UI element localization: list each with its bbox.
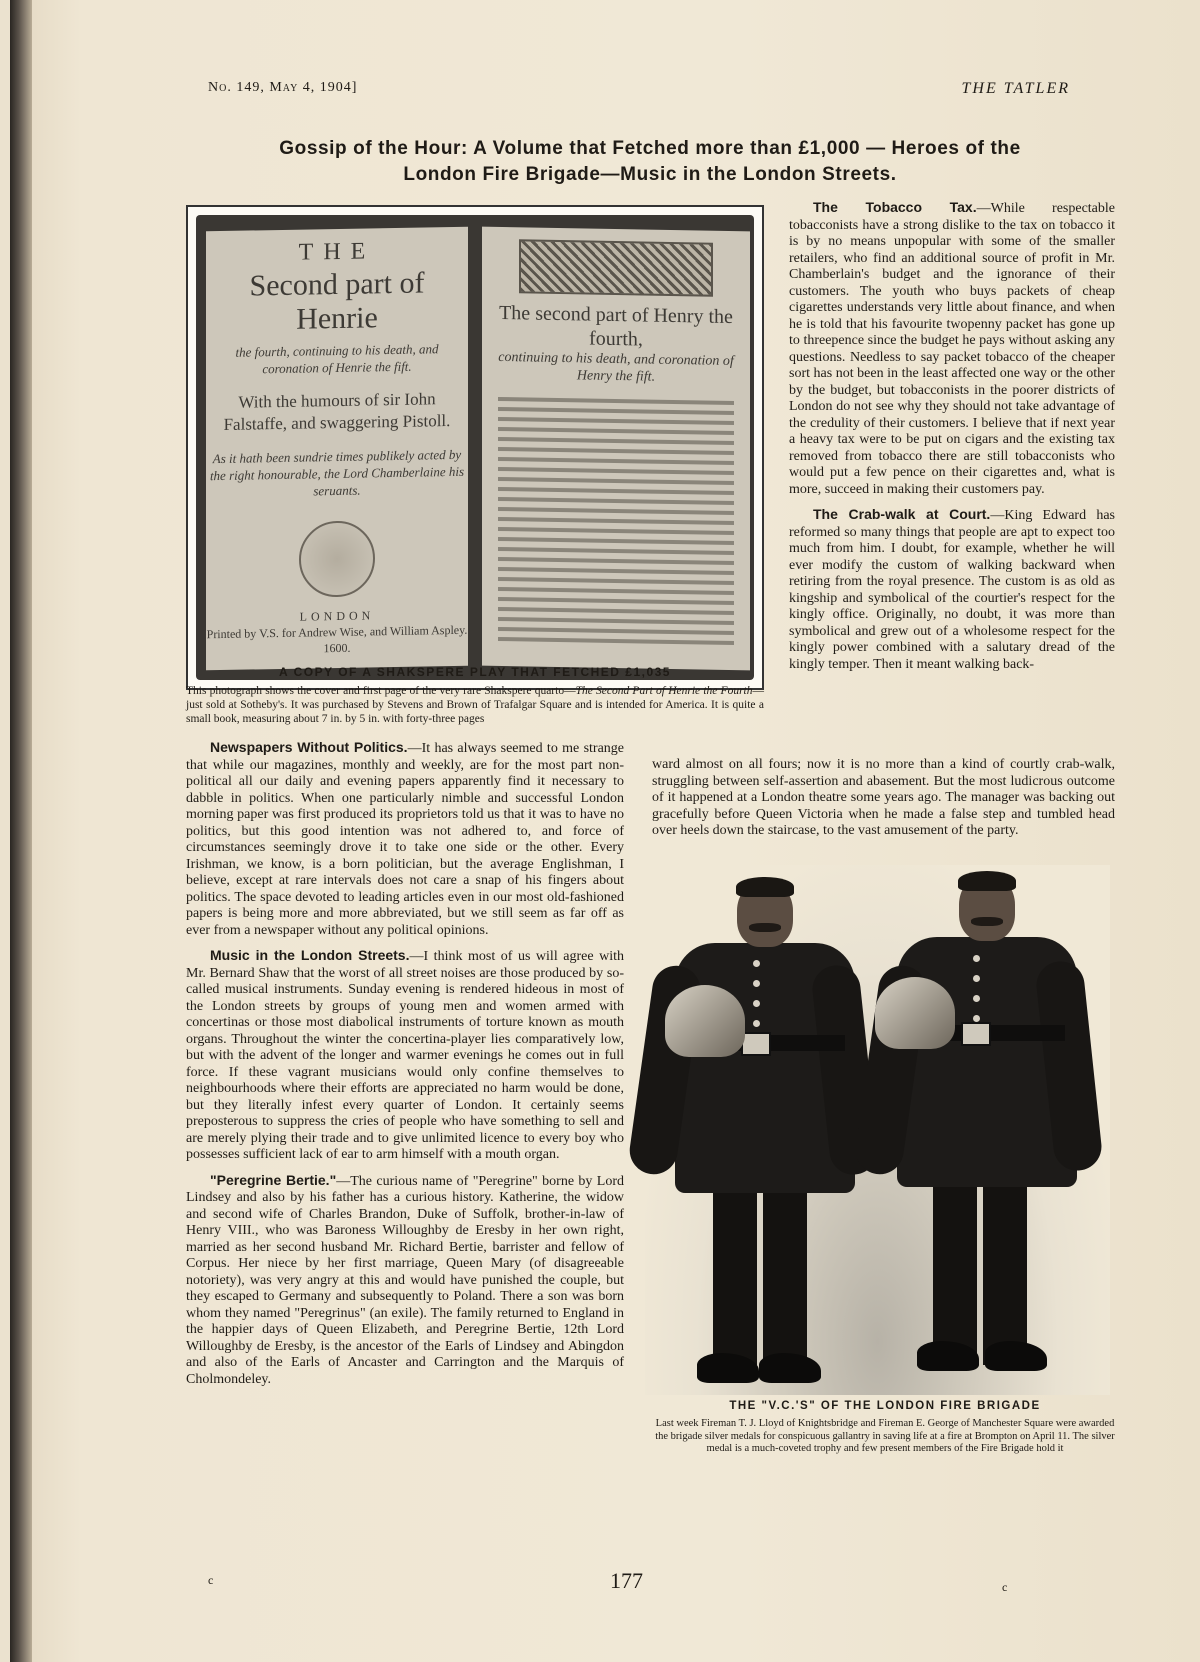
article-heading: The Tobacco Tax. [813, 199, 977, 215]
article-heading: "Peregrine Bertie." [210, 1171, 337, 1188]
firemen-photo [645, 865, 1110, 1395]
article-peregrine [186, 1172, 624, 1389]
article-crab-walk [789, 506, 1115, 673]
quarto-caption-title: A COPY OF A SHAKSPERE PLAY THAT FETCHED £1,035 [279, 665, 671, 679]
article-body: —King Edward has reformed so many things that people are apt to expect too much from him. I doubt, for example, whether he will ever modify the custom of walking backward when retiring from the royal presence. The custom is as old as kingship and symbolical of the courtier's respect for the kingly office. Originally, no doubt, it was more than symbolical and grew out of a wholesome respect for the kingly power combined with a salutary dread of the kingly temper. Then it meant walking back- [789, 508, 1115, 672]
title-page-humours: With the humours of sir Iohn Falstaffe, and swaggering Pistoll. [223, 389, 451, 434]
photo-frame [196, 215, 754, 680]
article-heading: Newspapers Without Politics. [210, 739, 408, 755]
article-heading: Music in the London Streets. [210, 947, 410, 963]
footer-mark-right: c [1002, 1580, 1008, 1594]
left-column [186, 739, 624, 1388]
issue-line: No. 149, May 4, 1904] [208, 80, 358, 95]
headline-line-1: Gossip of the Hour: A Volume that Fetched more than £1,000 — Heroes of the [279, 138, 1021, 159]
title-page-london: LONDON [299, 608, 375, 624]
first-page-subtitle: continuing to his death, and coronation of Henry the fift. [498, 349, 734, 385]
article-body: —I think most of us will agree with Mr. Bernard Shaw that the worst of all street noises are those produced by so-called musical instruments. Sunday evening is rendered hideous in most of the London streets by groups of young men and women armed with concertinas or those most diabolical instruments of torture known as mouth organs. Throughout the winter the concertina-player lies comparatively low, but with the advent of the longer and warmer evenings he comes out in full force. If these vagrant musicians would only confine themselves to neighbourhoods where their efforts are appreciated no harm would be done, but they literally infest every quarter of London. It certainly seems preposterous to suppress the cries of people who have something to sell and are merely plying their trade and to give unlimited licence to every boy who possesses sufficient lack of ear to arm himself with a mouth organ. [186, 949, 624, 1162]
quarto-caption-text-a: This photograph shows the cover and first page of the very rare Shakspere quarto— [186, 685, 576, 697]
article-body: —The curious name of "Peregrine" borne by Lord Lindsey and also by his father has a curious history. Katherine, the widow and second wife of Charles Brandon, Duke of Suffolk, brother-in-law of Henry VIII., who was Baroness Willoughby de Eresby in her own right, married as her second husband Mr. Richard Bertie, barrister and fellow of Corpus. Her niece by her first marriage, Queen Mary (of disagreeable notoriety), was very angry at this and would have punished the couple, but they escaped to Germany and subsequently to Poland. There a son was born whom they named "Peregrinus" (an exile). The family returned to England in the happier days of Queen Elizabeth, and Peregrine Bertie, 12th Lord Willoughby de Eresby, is the ancestor of the Earls of Lindsey and Abingdon and also of the Earls of Ancaster and Carrington and the Marquis of Cholmondeley. [186, 1173, 625, 1387]
headline-line-2: London Fire Brigade—Music in the London Streets. [403, 164, 897, 185]
page-headline [190, 136, 1110, 188]
title-page-heading: Second part of Henrie [249, 266, 425, 336]
footer-mark-left: c [208, 1573, 214, 1587]
article-newspapers [186, 739, 624, 939]
quarto-caption [186, 684, 764, 726]
article-tobacco-tax [789, 199, 1115, 498]
right-column-top [789, 199, 1115, 673]
title-page-imprint: Printed by V.S. for Andrew Wise, and William Aspley. 1600. [206, 622, 468, 656]
quarto-caption-text-b: —just sold at Sotheby's. It was purchased by Stevens and Brown of Trafalgar Square and is intended for America. It is quite a small book, measuring about 7 in. by 5 in. with forty-three pages [186, 685, 765, 725]
fire-helmet-icon [875, 977, 955, 1049]
quarto-title-page [206, 227, 468, 671]
headpiece-ornament-icon [519, 239, 713, 296]
quarto-first-page [482, 227, 750, 671]
title-page-the: THE [298, 238, 376, 266]
first-page-text-block [498, 397, 734, 645]
firemen-caption-title: THE "V.C.'S" OF THE LONDON FIRE BRIGADE [729, 1400, 1041, 1412]
shakespeare-quarto-photo [186, 205, 764, 690]
title-page-subtitle: the fourth, continuing to his death, and coronation of Henrie the fift. [235, 341, 439, 377]
printer-device-icon [299, 520, 375, 597]
page-binding-edge [10, 0, 32, 1662]
magazine-page [10, 0, 1200, 1662]
article-heading: The Crab-walk at Court. [813, 506, 991, 522]
masthead: THE TATLER [961, 80, 1070, 97]
article-body: —It has always seemed to me strange that while our magazines, monthly and weekly, are for the most part non-political all our daily and evening papers apparently find it necessary to dabble in politics. When one particularly nimble and successful London morning paper was first produced its proprietors told us that it was to have no politics, but this good intention was not adhered to, and force of circumstances seemingly drove it to take one side or the other. Every Irishman, we know, is a born politician, but the average Englishman, I believe, except at rare intervals does not care a snap of his fingers about politics. The space devoted to leading articles even in our most old-fashioned papers is being more and more abbreviated, but we still seem as far off as ever from a newspaper without any political opinions. [186, 741, 624, 938]
quarto-caption-italic: The Second Part of Henrie the Fourth [575, 685, 753, 697]
article-body: —While respectable tobacconists have a strong dislike to the tax on tobacco it is by no means unpopular with some of the smaller retailers, who find an additional source of profit in Mr. Chamberlain's budget and the ignorance of their customers. The youth who buys packets of cheap cigarettes understands very little about finance, and when he is told that his favourite twopenny packet has gone up to threepence since the budget he pays without asking any questions. Needless to say packet tobacco of the cheaper sort has not been in the least affected one way or the other by the budget, but tobacconists in the poorer districts of London do not see why they should not take advantage of the credulity of their customers. I believe that if next year a heavy tax were to be put on cigars and the existing tax removed from tobacco there are still tobacconists who would put a few pence on their cigarettes and, what is more, succeed in making their customers pay. [789, 201, 1115, 497]
article-music [186, 947, 624, 1164]
firemen-caption: Last week Fireman T. J. Lloyd of Knightsbridge and Fireman E. George of Manchester Square were awarded the brigade silver medals for conspicuous gallantry in saving life at a fire at Brompton on April 11. The silver medal is a much-coveted trophy and few present members of the Fire Brigade hold it [655, 1418, 1115, 1454]
first-page-title: The second part of Henry the fourth, [499, 301, 733, 351]
page-number: 177 [610, 1568, 643, 1593]
crab-walk-continuation [652, 757, 1115, 840]
article-body: ward almost on all fours; now it is no more than a kind of courtly crab-walk, struggling between self-assertion and abasement. But the most ludicrous outcome of it happened at a London theatre some years ago. The manager was backing out gracefully before Queen Victoria when he made a false step and tumbled head over heels down the staircase, to the vast amusement of the party. [652, 757, 1115, 838]
fire-helmet-icon [665, 985, 745, 1057]
title-page-acted: As it hath been sundrie times publikely acted by the right honourable, the Lord Chamberlaine his seruants. [209, 446, 465, 499]
